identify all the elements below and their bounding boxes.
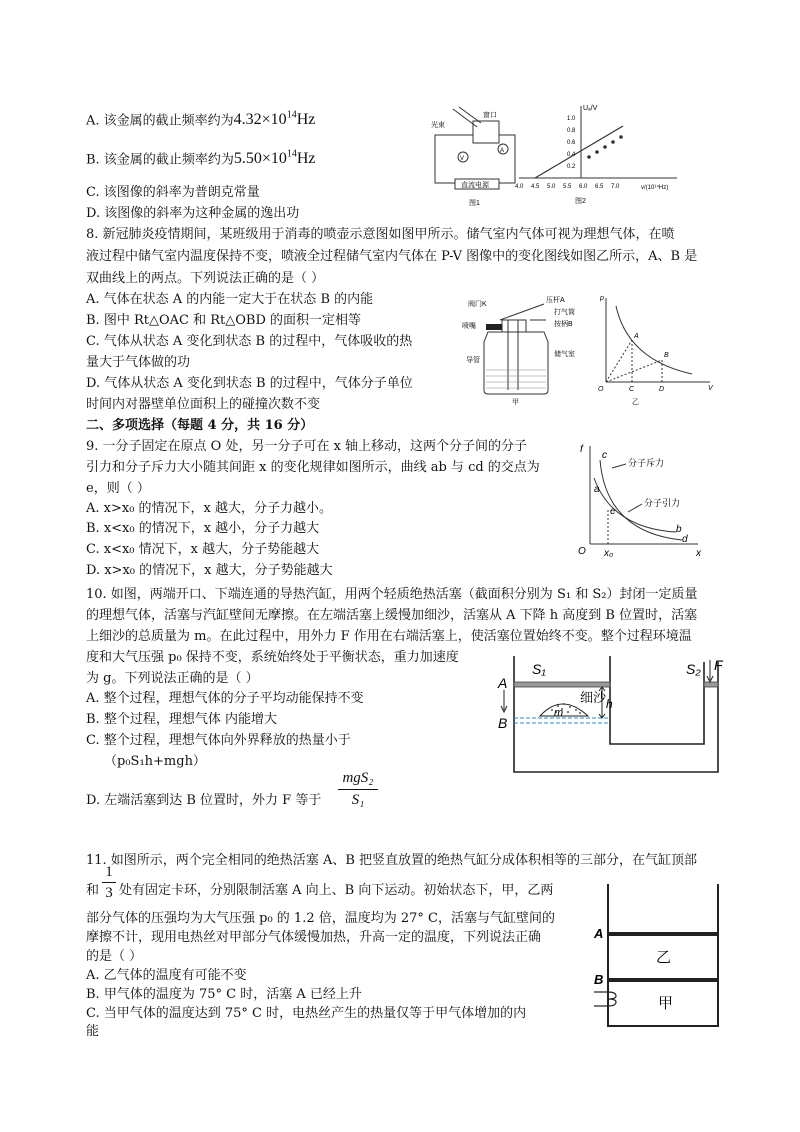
q9-figure-force-curves: [572, 440, 707, 570]
data-point: [603, 145, 607, 149]
q11-stem-line-1: 11. 如图所示，两个完全相同的绝热活塞 A、B 把竖直放置的绝热气缸分成体积相等的三部分，在气缸顶部: [86, 853, 698, 868]
q7-option-a-value: $4.32\times 10^{14}Hz$: [233, 110, 316, 129]
f-label: f: [580, 444, 583, 455]
q11-fraction-one-third: [102, 864, 116, 901]
piston-b: [608, 978, 718, 982]
q8-option-d-line-1: D. 气体从状态 A 变化到状态 B 的过程中，气体分子单位: [86, 376, 413, 391]
x-label: x: [696, 548, 701, 559]
q7-option-a: [86, 107, 315, 130]
q9-option-b: B. x<x₀ 的情况下，x 越小，分子力越大: [86, 521, 320, 536]
line-ob: [606, 360, 662, 382]
bottle-neck: [502, 320, 526, 332]
q9-option-a: A. x>x₀ 的情况下，x 越大，分子力越小。: [86, 501, 333, 516]
isotherm-curve: [616, 306, 692, 374]
sand-label: 细沙: [580, 690, 607, 705]
q9-stem-line-2: 引力和分子斥力大小随其间距 x 的变化规律如图所示，曲线 ab 与 cd 的交点为: [86, 460, 540, 475]
q11-stem-line-2b: 处有固定卡环，分别限制活塞 A 向上、B 向下运动。初始状态下，甲，乙两: [119, 883, 554, 898]
b-label: b: [676, 524, 682, 535]
q8-option-b: B. 图中 Rt△OAC 和 Rt△OBD 的面积一定相等: [86, 313, 361, 328]
piston-a-label: A: [594, 926, 604, 941]
a-label: A: [498, 675, 508, 691]
q10-option-b: B. 整个过程，理想气体 内能增大: [86, 712, 277, 727]
q10-stem-line-3: 上细沙的总质量为 m。在此过程中，用外力 F 作用在右端活塞上，使活塞位置始终不变。整个过程环境温: [86, 629, 692, 644]
q10-figure-cylinder: [492, 652, 726, 776]
piston-b-label: B: [594, 972, 604, 987]
figure-2-caption: 图2: [575, 198, 586, 205]
q10-stem-line-2: 的理想气体，活塞与汽缸壁间无摩擦。在左端活塞上缓慢加细沙，活塞从 A 下降 h 高度到 B 位置时，活塞: [86, 608, 698, 623]
q8-option-a: A. 气体在状态 A 的内能一定大于在状态 B 的内能: [86, 292, 374, 307]
e-label: e: [610, 506, 616, 517]
y-tick-label: 0.4: [567, 152, 576, 158]
heater-coil: [594, 992, 616, 1006]
data-point: [611, 140, 615, 144]
q9-stem-line-3: e，则（ ）: [86, 481, 150, 496]
v-label: V: [708, 385, 713, 392]
q11-figure-cylinder: [590, 882, 730, 1032]
q7-option-b: [86, 146, 316, 169]
q7-option-b-text: B. 该金属的截止频率约为: [86, 152, 234, 168]
yi-gas-label: 乙: [656, 949, 672, 966]
x-tick-label: 5.0: [547, 184, 556, 190]
x-tick-label: 6.5: [595, 184, 604, 190]
x-tick-label: 5.5: [563, 184, 572, 190]
left-piston-a: [514, 682, 610, 687]
h-label: h: [606, 697, 613, 711]
q10-stem-line-1: 10. 如图，两端开口、下端连通的导热汽缸，用两个轻质绝热活塞（截面积分别为 S₁ 和 S₂）封闭一定质量: [86, 587, 698, 602]
y-axis-label: Uₐ/V: [583, 105, 598, 112]
ammeter-label: A: [500, 148, 505, 154]
q7-option-b-value: $5.50\times 10^{14}Hz$: [233, 149, 316, 168]
nozzle: [486, 324, 502, 330]
nozzle-label: 喷嘴: [462, 323, 476, 330]
q10-option-a: A. 整个过程，理想气体的分子平均动能保持不变: [86, 691, 364, 706]
c-label: C: [629, 386, 635, 393]
y-tick-label: 0.2: [567, 164, 576, 170]
q10-option-d: D. 左端活塞到达 B 位置时，外力 F 等于: [86, 793, 322, 808]
q8-figure-jia-spray-bottle: [462, 290, 597, 405]
force-label: F: [714, 657, 723, 673]
section-2-heading: 二、多项选择（每题 4 分，共 16 分）: [86, 418, 314, 433]
bottle-body: [484, 332, 548, 394]
fraction-numerator: 1: [105, 864, 113, 880]
jia-gas-label: 甲: [658, 995, 674, 1012]
q11-option-c-line-2: 能: [86, 1024, 100, 1039]
q8-stem-line-1: 8. 新冠肺炎疫情期间，某班级用于消毒的喷壶示意图如图甲所示。储气室内气体可视为理想气体，在喷: [86, 227, 675, 242]
q10-stem-line-5: 为 g。下列说法正确的是（ ）: [86, 671, 259, 686]
pump-label: 打气筒: [554, 309, 575, 316]
fraction-denominator: S₁: [351, 792, 365, 808]
attraction-pointer: [628, 504, 642, 512]
fraction-numerator: mgS₂: [342, 770, 374, 786]
q8-stem-line-3: 双曲线上的两点。下列说法正确的是（ ）: [86, 271, 325, 286]
voltmeter-label: V: [460, 156, 465, 162]
q8-option-c-line-1: C. 气体从状态 A 变化到状态 B 的过程中，气体吸收的热: [86, 334, 413, 349]
q11-stem-line-2a: 和: [86, 883, 100, 898]
x0-label: x₀: [604, 548, 614, 559]
figure-jia-caption: 甲: [512, 399, 519, 405]
right-piston: [704, 682, 718, 687]
fraction-denominator: 3: [105, 885, 113, 901]
q7-option-c: C. 该图像的斜率为普朗克常量: [86, 185, 260, 200]
y-tick-label: 1.0: [567, 116, 576, 122]
s1-label: S₁: [532, 661, 546, 677]
q8-option-d-line-2: 时间内对器壁单位面积上的碰撞次数不变: [86, 397, 321, 412]
a-label: A: [634, 333, 639, 340]
x-tick-label: 6.0: [579, 184, 588, 190]
handle-label: 压杆A: [546, 297, 565, 304]
q11-option-c-line-1: C. 当甲气体的温度达到 75° C 时，电热丝产生的热量仅等于甲气体增加的内: [86, 1006, 527, 1021]
y-tick-label: 0.6: [567, 140, 576, 146]
q11-stem-line-5: 的是（ ）: [86, 949, 143, 964]
a-label: a: [594, 484, 600, 495]
sand-pile: [540, 704, 588, 716]
origin-label: O: [578, 546, 586, 557]
q11-option-b: B. 甲气体的温度为 75° C 时，活塞 A 已经上升: [86, 987, 362, 1002]
q7-figure-2-graph: [505, 100, 685, 208]
y-tick-label: 0.8: [567, 128, 576, 134]
x-axis-label: v/(10¹⁴Hz): [641, 185, 669, 191]
button-label: 按柄B: [554, 321, 573, 328]
d-label: d: [682, 534, 688, 545]
q10-stem-line-4: 度和大气压强 p₀ 保持不变，系统始终处于平衡状态，重力加速度: [86, 650, 459, 665]
data-point: [595, 150, 599, 154]
b-label: B: [498, 715, 508, 731]
q7-option-a-text: A. 该金属的截止频率约为: [86, 113, 234, 129]
valve-label: 阀门K: [468, 301, 487, 308]
q9-option-c: C. x<x₀ 情况下，x 越大，分子势能越大: [86, 542, 320, 557]
origin-label: O: [598, 386, 604, 393]
light-beam-ray: [459, 107, 481, 123]
c-label: c: [602, 450, 607, 461]
chamber-label: 储气室: [554, 351, 575, 358]
figure-1-caption: 图1: [469, 200, 480, 207]
pump-handle: [500, 304, 544, 320]
data-point: [619, 135, 623, 139]
fraction-bar: [338, 789, 378, 790]
q9-option-d: D. x>x₀ 的情况下，x 越大，分子势能越大: [86, 563, 333, 578]
fraction-bar: [102, 882, 116, 883]
q11-option-a: A. 乙气体的温度有可能不变: [86, 968, 247, 983]
supply-label: 直流电源: [461, 182, 489, 189]
p-label: p: [600, 295, 604, 302]
q10-option-d-fraction: [338, 770, 378, 809]
phototube: [473, 121, 499, 143]
q7-option-d: D. 该图像的斜率为这种金属的逸出功: [86, 206, 300, 221]
repulsion-label: 分子斥力: [628, 458, 665, 468]
q10-option-c-line-2: （p₀S₁h+mgh）: [104, 754, 206, 769]
q8-figure-yi-pv-graph: [592, 290, 720, 408]
x-tick-label: 4.5: [531, 184, 540, 190]
d-label: D: [659, 386, 665, 393]
data-point: [587, 155, 591, 159]
mass-label: m: [554, 707, 564, 719]
fit-line: [535, 126, 623, 178]
q8-stem-line-2: 液过程中储气室内温度保持不变，喷液全过程储气室内气体在 P-V 图像中的变化图线如图乙所示，A、B 是: [86, 249, 698, 264]
x-tick-label: 4.0: [515, 184, 524, 190]
s2-label: S₂: [686, 661, 701, 677]
b-label: B: [664, 352, 669, 359]
attraction-label: 分子引力: [644, 498, 681, 508]
window-label: 窗口: [483, 112, 497, 119]
repulsion-pointer: [612, 464, 626, 468]
x-tick-label: 7.0: [611, 184, 620, 190]
figure-yi-caption: 乙: [632, 399, 639, 406]
line-oa: [606, 340, 632, 382]
tube-label: 导管: [466, 357, 480, 364]
piston-a: [608, 932, 718, 936]
q8-option-c-line-2: 量大于气体做的功: [86, 355, 191, 370]
q10-option-c-line-1: C. 整个过程，理想气体向外界释放的热量小于: [86, 733, 351, 748]
q11-stem-line-4: 摩擦不计，现用电热丝对甲部分气体缓慢加热，升高一定的温度，下列说法正确: [86, 930, 542, 945]
q11-stem-line-3: 部分气体的压强均为大气压强 p₀ 的 1.2 倍，温度均为 27° C，活塞与气缸壁间的: [86, 911, 555, 926]
q9-stem-line-1: 9. 一分子固定在原点 O 处，另一分子可在 x 轴上移动，这两个分子间的分子: [86, 439, 528, 454]
light-label: 光束: [431, 122, 445, 129]
